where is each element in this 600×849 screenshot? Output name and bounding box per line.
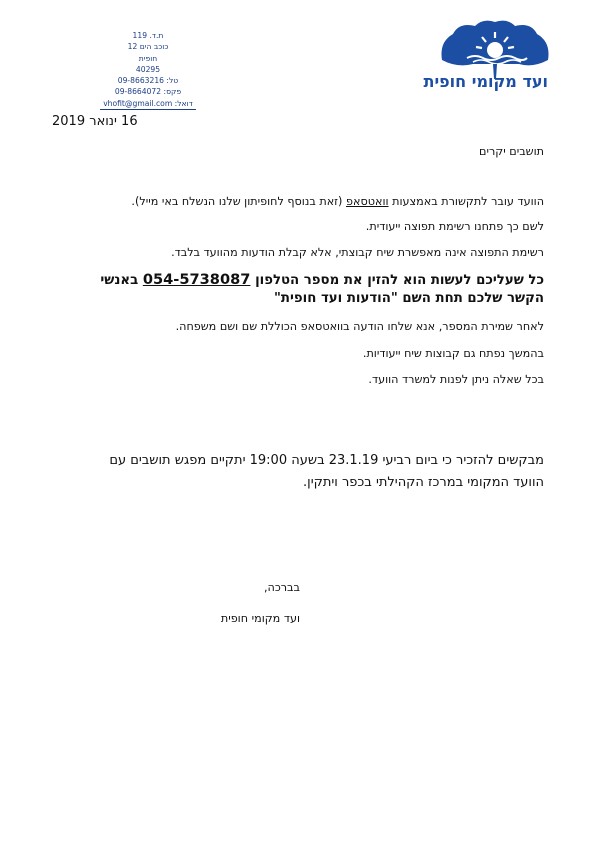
- paragraph-whatsapp-after: (זאת בנוסף לחופיתון שלנו הנשלח באי מייל).: [131, 195, 346, 208]
- paragraph-whatsapp: [131, 195, 544, 208]
- closing: בברכה,: [263, 581, 300, 594]
- paragraph-distribution-list: לשם כך פתחנו רשימת תפוצה ייעודית.: [365, 220, 544, 233]
- whatsapp-link[interactable]: וואטסאפ: [345, 195, 389, 208]
- letter-date: 16 ינואר 2019: [52, 114, 138, 129]
- email-address[interactable]: דואל: vhofit@gmail.com: [100, 98, 196, 110]
- instruction-line-1: [100, 270, 544, 290]
- greeting: תושבים יקרים: [479, 145, 544, 158]
- instruction-line-2: הקשר שלכם תחת השם "הודעות ועד חופית": [273, 291, 544, 306]
- phone-number: טל: 09-8663216: [117, 76, 179, 86]
- signature: ועד מקומי חופית: [220, 612, 300, 625]
- meeting-line-1: מבקשים להזכיר כי ביום רביעי 23.1.19 בשעה 19:00 יתקיים מפגש תושבים עם: [109, 453, 544, 468]
- paragraph-whatsapp-before: הוועד עובר לתקשורת באמצעות: [388, 195, 544, 208]
- instruction-before: כל שעליכם לעשות הוא להזין את מספר הטלפון: [250, 273, 544, 288]
- organization-name: ועד מקומי חופית: [423, 72, 548, 91]
- phone-number-link[interactable]: 054-5738087: [142, 271, 251, 288]
- po-box: ת.ד. 119: [132, 31, 164, 40]
- paragraph-groups: בהמשך נפתח גם קבוצות שיח ייעודיות.: [362, 347, 544, 360]
- paragraph-send-message: לאחר שמירת המספר, אנא שלחו הודעה בוואטסאפ הכוללת שם ושם משפחה.: [175, 320, 544, 333]
- meeting-line-2: הוועד המקומי במרכז הקהילתי בכפר ויתקין.: [303, 475, 544, 490]
- zip-code: 40295: [135, 64, 161, 74]
- contact-details: [100, 30, 196, 110]
- town: חופית: [138, 53, 158, 63]
- paragraph-questions: בכל שאלה ניתן לפנות למשרד הוועד.: [368, 373, 544, 386]
- street-address: כוכב הים 12: [127, 42, 169, 52]
- fax-number: פקס: 09-8664072: [114, 87, 182, 97]
- paragraph-no-chat: רשימת התפוצה אינה מאפשרת שיח קבוצתי, אלא קבלת הודעות מהוועד בלבד.: [171, 246, 544, 259]
- instruction-after: באנשי: [100, 273, 143, 288]
